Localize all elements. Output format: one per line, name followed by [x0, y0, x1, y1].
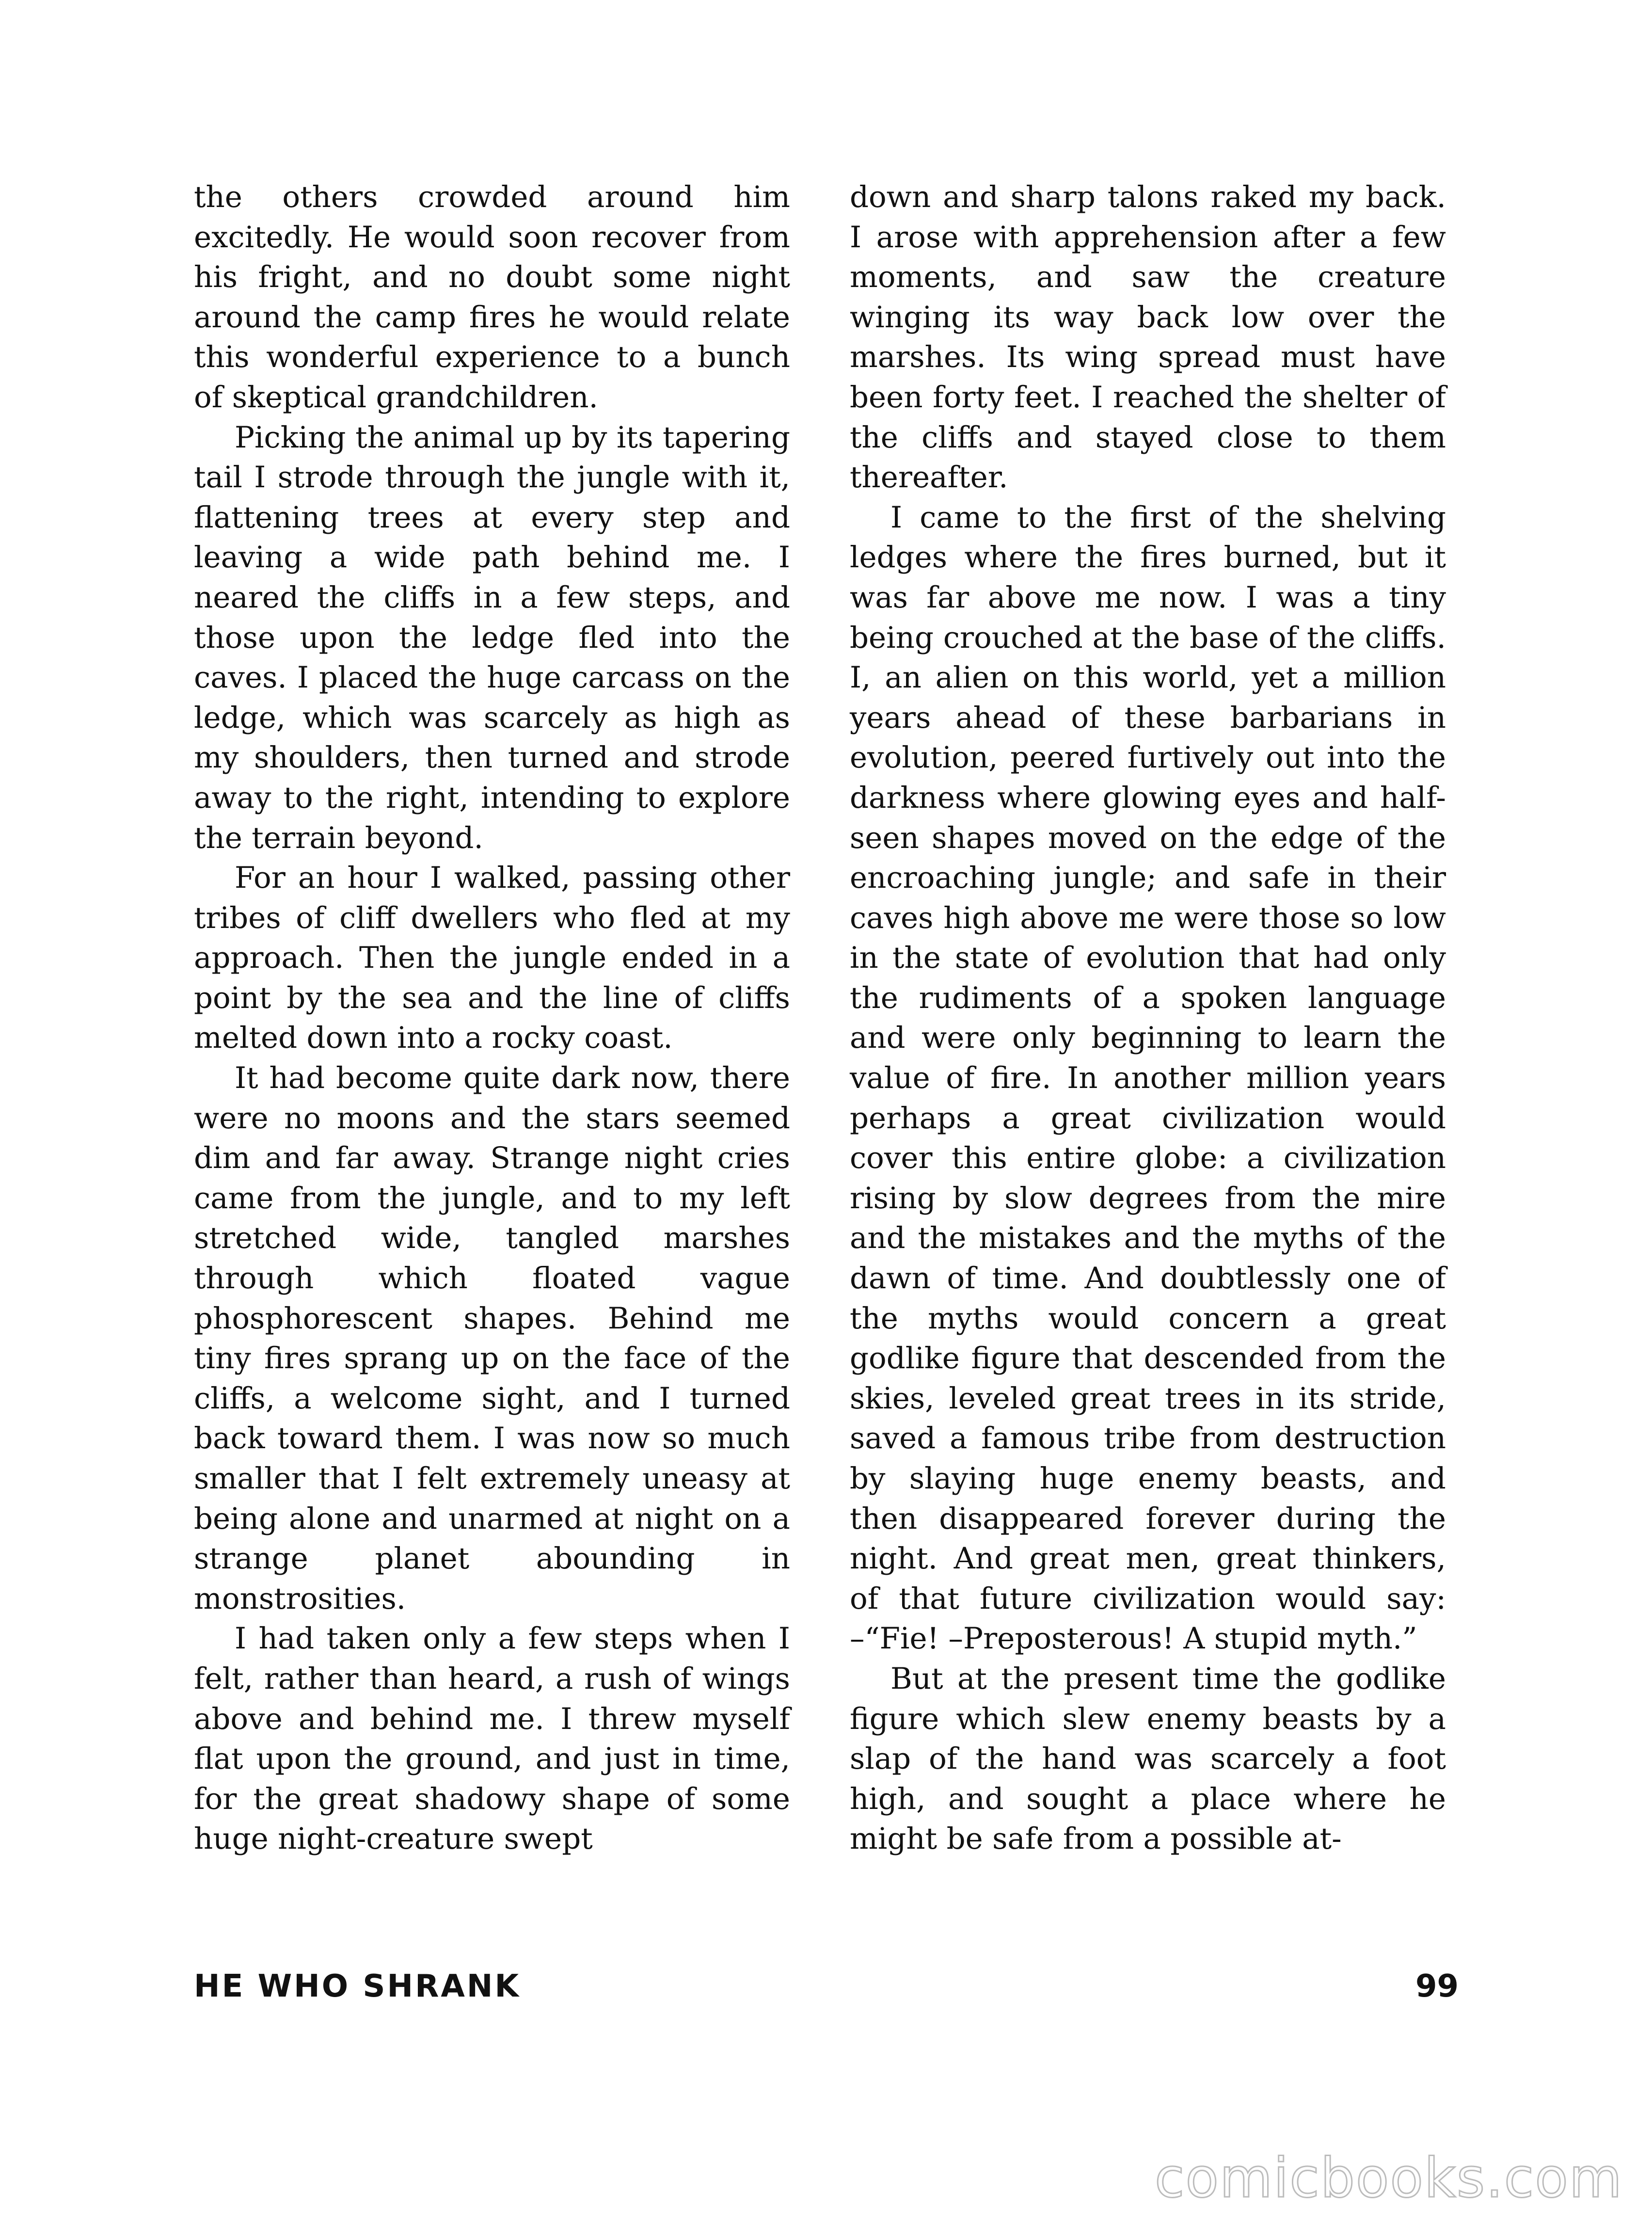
- paragraph: For an hour I walked, passing other tribes of cliff dwellers who fled at my approach. Then the jungle ended in a point by the sea and the line of cliffs melted down into a rocky coast.: [194, 861, 790, 1056]
- paragraph: But at the present time the godlike figure which slew enemy beasts by a slap of the hand was scarcely a foot high, and sought a place where he might be safe from a possible at-: [850, 1661, 1446, 1856]
- left-text-column: [194, 177, 790, 1859]
- page-number: 99: [1415, 1968, 1459, 2004]
- right-text-column: [850, 177, 1446, 1859]
- running-footer-title: HE WHO SHRANK: [194, 1968, 521, 2004]
- paragraph: It had become quite dark now, there were no moons and the stars seemed dim and far away. Strange night cries came from the jungle, and to my left stretched wide, tangled marshes through which floated vague phosphorescent shapes. Behind me tiny fires sprang up on the face of the cliffs, a welcome sight, and I turned back toward them. I was now so much smaller that I felt extremely uneasy at being alone and unarmed at night on a strange planet abounding in monstrosities.: [194, 1061, 790, 1616]
- paragraph: down and sharp talons raked my back. I arose with apprehension after a few moments, and saw the creature winging its way back low over the marshes. Its wing spread must have been forty feet. I reached the shelter of the cliffs and stayed close to them thereafter.: [850, 180, 1446, 495]
- paragraph: I had taken only a few steps when I felt, rather than heard, a rush of wings above and behind me. I threw myself flat upon the ground, and just in time, for the great shadowy shape of some huge night-creature swept: [194, 1621, 790, 1856]
- watermark: comicbooks.com: [1154, 2147, 1623, 2210]
- paragraph: Picking the animal up by its tapering tail I strode through the jungle with it, flattening trees at every step and leaving a wide path behind me. I neared the cliffs in a few steps, and those upon the ledge fled into the caves. I placed the huge carcass on the ledge, which was scarcely as high as my shoulders, then turned and strode away to the right, intending to explore the terrain beyond.: [194, 420, 790, 855]
- paragraph: the others crowded around him excitedly. He would soon recover from his fright, and no doubt some night around the camp fires he would relate this wonderful experience to a bunch of skeptical grandchildren.: [194, 180, 790, 415]
- paragraph: I came to the first of the shelving ledges where the fires burned, but it was far above me now. I was a tiny being crouched at the base of the cliffs. I, an alien on this world, yet a million years ahead of these barbarians in evolution, peered furtively out into the darkness where glowing eyes and half-seen shapes moved on the edge of the encroaching jungle; and safe in their caves high above me were those so low in the state of evolution that had only the rudiments of a spoken language and were only beginning to learn the value of fire. In another million years perhaps a great civilization would cover this entire globe: a civilization rising by slow degrees from the mire and the mistakes and the myths of the dawn of time. And doubtlessly one of the myths would concern a great godlike figure that descended from the skies, leveled great trees in its stride, saved a famous tribe from destruction by slaying huge enemy beasts, and then disappeared forever during the night. And great men, great thinkers, of that future civilization would say: –“Fie! –Preposterous! A stupid myth.”: [850, 500, 1446, 1656]
